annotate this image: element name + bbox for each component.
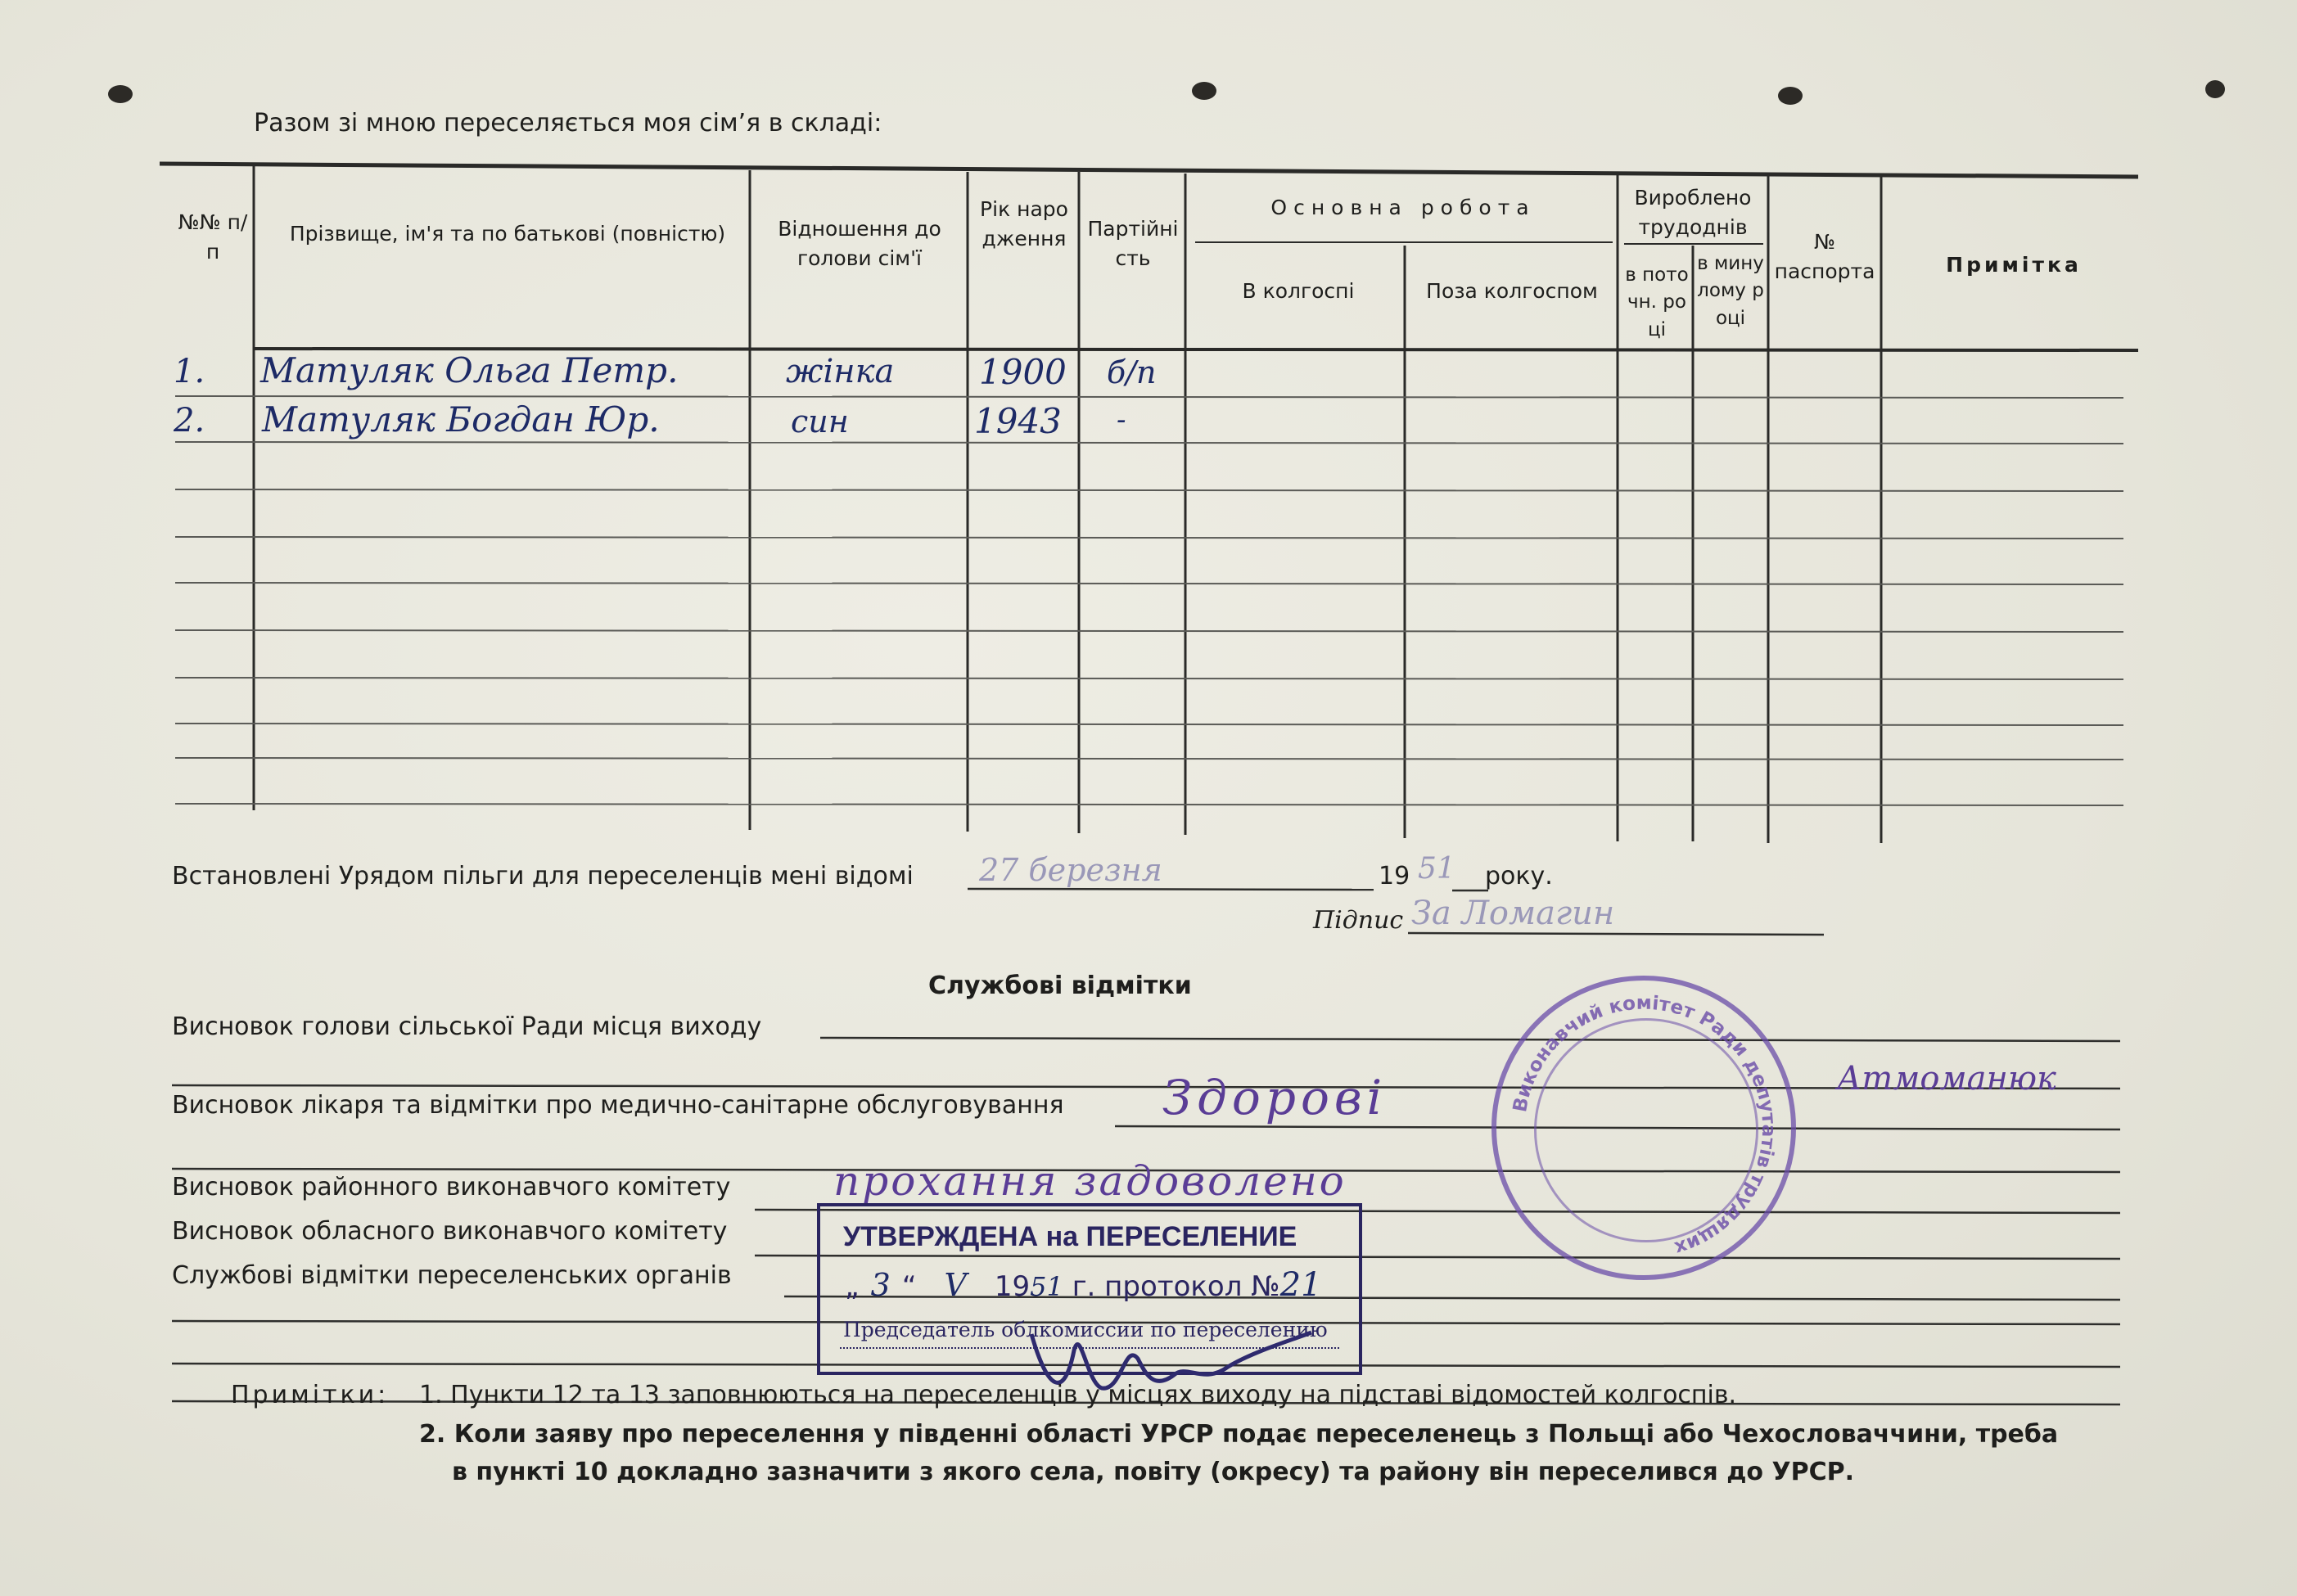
benefits-year: 51 (1418, 852, 1455, 886)
approval-month: V (944, 1267, 967, 1303)
col-past-year-header: в минулому році (1697, 253, 1764, 329)
village-council-label: Висновок голови сільської Ради місця виходу (172, 1012, 762, 1041)
resettlement-marks-label: Службові відмітки переселенських органів (172, 1261, 732, 1290)
approval-protocol-number: 21 (1279, 1266, 1322, 1304)
row-1-year: 1900 (979, 352, 1067, 392)
benefits-date: 27 березня (979, 852, 1162, 888)
col-num-header: №№ п/п (178, 210, 248, 264)
round-seal-lettering (1496, 981, 1791, 1275)
col-year-header: Рік народження (980, 197, 1068, 251)
approval-year-prefix: 19 (994, 1270, 1031, 1303)
row-2-party: - (1117, 404, 1126, 436)
benefits-year-suffix: року. (1485, 862, 1553, 890)
col-in-kolkhoz-header: В колгоспі (1242, 279, 1355, 303)
svg-text:Виконавчий комітет Ради депута: Виконавчий комітет Ради депутатів трудящих (1509, 991, 1780, 1260)
service-marks-title: Службові відмітки (928, 972, 1192, 1000)
col-outside-kolkhoz-header: Поза колгоспом (1426, 279, 1598, 303)
note-2-continued: в пункті 10 докладно зазначити з якого села, повіту (окресу) та району він переселився до УРСР. (452, 1458, 1854, 1486)
row-1-relation: жінка (786, 353, 895, 390)
row-1-party: б/п (1107, 354, 1157, 390)
doctor-conclusion: Здорові (1162, 1070, 1388, 1125)
benefits-label: Встановлені Урядом пільги для переселенців мені відомі (172, 862, 914, 890)
district-committee-label: Висновок районного виконавчого комітету (172, 1173, 731, 1202)
family-composition-heading: Разом зі мною переселяється моя сім’я в складі: (254, 109, 882, 138)
doctor-signature: Атмоманюк (1837, 1060, 2056, 1098)
notes-label: Примітки: (231, 1381, 390, 1409)
approval-stamp-date-line: „ 3 “ V 1951 г. протокол №21 (845, 1266, 1322, 1304)
district-conclusion: прохання задоволено (833, 1157, 1347, 1205)
col-current-year-header: в поточн. році (1625, 264, 1689, 340)
col-name-header: Прізвище, ім'я та по батькові (повністю) (289, 222, 726, 246)
doctor-label: Висновок лікаря та відмітки про медично-санітарне обслуговування (172, 1091, 1064, 1120)
signature-handwritten: За Ломагин (1411, 895, 1615, 932)
col-workdays-header: Вироблено трудоднів (1634, 186, 1752, 240)
approval-chairman-label: Председатель облкомиссии по переселению (843, 1318, 1328, 1341)
row-2-year: 1943 (974, 401, 1062, 441)
col-passport-header: № паспорта (1774, 230, 1875, 284)
row-2-num: 2. (174, 402, 205, 440)
approval-stamp-title: УТВЕРЖДЕНА на ПЕРЕСЕЛЕНИЕ (843, 1221, 1297, 1252)
approval-day: 3 (870, 1267, 891, 1303)
regional-committee-label: Висновок обласного виконавчого комітету (172, 1217, 728, 1246)
col-main-work-header: Основна робота (1270, 196, 1536, 219)
row-2-name: Матуляк Богдан Юр. (262, 399, 660, 440)
row-1-num: 1. (174, 353, 205, 390)
row-2-relation: син (791, 404, 849, 440)
col-relation-header: Відношення до голови сім'ї (778, 217, 941, 271)
benefits-year-prefix: 19 (1379, 862, 1410, 890)
note-1: 1. Пункти 12 та 13 заповнюються на переселенців у місцях виходу на підставі відомостей колгоспів. (419, 1381, 1737, 1409)
approval-year: 51 (1030, 1271, 1063, 1302)
note-2: 2. Коли заяву про переселення у південні області УРСР подає переселенець з Польщі або Чехословаччини, треба (419, 1420, 2059, 1449)
approval-protocol-label: г. протокол № (1072, 1270, 1280, 1303)
row-1-name: Матуляк Ольга Петр. (260, 350, 679, 390)
col-note-header: Примітка (1946, 253, 2082, 277)
col-party-header: Партійність (1087, 217, 1179, 271)
signature-label: Підпис (1313, 906, 1404, 935)
round-seal (1491, 976, 1796, 1280)
